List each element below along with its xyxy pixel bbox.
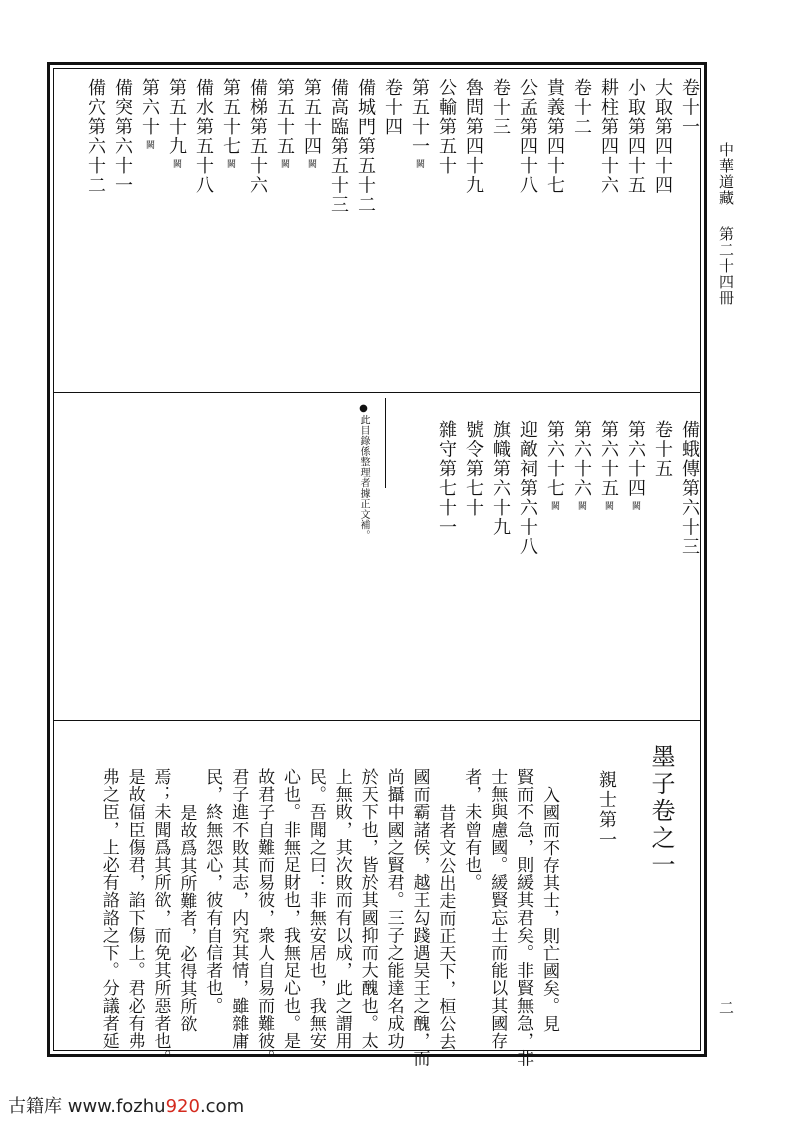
toc-entry	[383, 78, 401, 137]
toc-entry-label: 小取第四十五	[625, 78, 646, 195]
body-column: 是故偪臣傷君，諂下傷上。君必有弗	[124, 768, 145, 1050]
note-rule	[385, 398, 386, 488]
toc-entry	[86, 78, 104, 195]
body-column: 於天下也，皆於其國抑而大醜也。太	[357, 768, 378, 1050]
toc-entry	[545, 420, 563, 510]
body-column: 心也。非無足財也，我無足心也。是	[280, 768, 300, 1050]
toc-entry	[221, 78, 239, 168]
body-column: 民，終無怨心，彼有自信者也。	[202, 768, 223, 1015]
toc-entry	[572, 78, 590, 137]
toc-entry-lost-mark: 闕	[603, 501, 613, 510]
toc-entry	[113, 78, 131, 195]
body-column: 昔者文公出走而正天下，桓公去	[435, 804, 456, 1051]
toc-entry	[680, 78, 698, 137]
toc-entry-label: 貴義第四十七	[544, 78, 565, 195]
toc-entry	[626, 420, 644, 510]
toc-entry	[464, 78, 482, 195]
body-column: 上無敗，其次敗而有以成，此之謂用	[331, 768, 352, 1050]
toc-entry	[599, 78, 617, 195]
footer-prefix: 古籍库 www.fozhu	[8, 1096, 166, 1117]
toc-entry-label: 備水第五十八	[193, 78, 214, 195]
editor-note: ●此目錄係整理者據正文補。	[358, 403, 369, 541]
toc-entry-label: 迎敵祠第六十八	[517, 420, 538, 557]
toc-entry-lost-mark: 闕	[144, 139, 154, 149]
body-column: 賢而不急，則緩其君矣。非賢無急，非	[513, 768, 534, 1068]
footer-number: 920	[165, 1096, 200, 1117]
body-column: 民。吾聞之曰：非無安居也，我無安	[305, 768, 326, 1050]
toc-entry	[410, 78, 428, 168]
toc-entry-lost-mark: 闕	[576, 501, 586, 510]
toc-entry-label: 第六十七	[544, 420, 565, 498]
body-column: 弗之臣，上必有詻詻之下。分議者延	[98, 768, 119, 1050]
toc-entry	[464, 420, 482, 518]
toc-entry-lost-mark: 闕	[225, 159, 235, 168]
toc-entry	[491, 420, 509, 537]
footer-watermark	[8, 1092, 244, 1118]
toc-entry-label: 第五十九	[166, 78, 187, 156]
section-divider-top	[54, 392, 700, 393]
toc-entry-label: 卷十四	[382, 78, 403, 137]
toc-entry-label: 備突第六十一	[112, 78, 133, 195]
body-column: 故君子自難而易彼，衆人自易而難彼。	[254, 768, 275, 1068]
toc-entry-lost-mark: 闕	[549, 501, 559, 510]
collection-title: 中華道藏	[717, 142, 735, 206]
toc-entry-label: 大取第四十四	[652, 78, 673, 195]
body-column: 士無與慮國。緩賢忘士而能以其國存	[487, 768, 508, 1050]
footer-suffix: .com	[199, 1096, 245, 1117]
section-divider-bottom	[54, 720, 700, 721]
body-column: 焉；未聞爲其所欲，而免其所惡者也。	[150, 768, 171, 1068]
toc-entry-lost-mark: 闕	[414, 159, 424, 168]
toc-entry-lost-mark: 闕	[306, 159, 316, 168]
toc-entry	[518, 420, 536, 557]
chapter-title: 親士第一	[596, 770, 617, 850]
toc-entry-label: 第五十四	[301, 78, 322, 156]
toc-entry	[329, 78, 347, 215]
toc-entry	[680, 420, 698, 557]
toc-entry	[437, 420, 455, 537]
toc-entry-label: 第五十五	[274, 78, 295, 156]
toc-entry	[599, 420, 617, 510]
toc-entry-label: 號令第七十	[463, 420, 484, 518]
toc-entry-label: 備高臨第五十三	[328, 78, 349, 215]
toc-entry	[302, 78, 320, 168]
book-title: 墨子卷之一	[647, 744, 675, 879]
toc-entry-label: 卷十一	[679, 78, 700, 137]
toc-entry	[248, 78, 266, 195]
toc-entry-label: 備城門第五十二	[355, 78, 376, 215]
toc-entry	[356, 78, 374, 215]
toc-entry-label: 公孟第四十八	[517, 78, 538, 195]
toc-entry	[653, 420, 671, 479]
toc-entry-label: 備穴第六十二	[85, 78, 106, 195]
body-column: 是故爲其所難者，必得其所欲	[176, 804, 197, 1033]
toc-entry	[545, 78, 563, 195]
body-column: 者，未曾有也。	[461, 768, 482, 892]
toc-entry	[518, 78, 536, 195]
toc-entry	[167, 78, 185, 168]
toc-entry	[626, 78, 644, 195]
body-column: 入國而不存其士，則亡國矣。見	[539, 786, 559, 1033]
toc-entry-lost-mark: 闕	[279, 159, 289, 168]
volume-label: 第二十四冊	[717, 226, 735, 306]
body-column: 君子進不敗其志，内究其情，雖雜庸	[228, 768, 249, 1050]
toc-entry-label: 備梯第五十六	[247, 78, 268, 195]
toc-entry-label: 耕柱第四十六	[598, 78, 619, 195]
toc-entry-label: 雜守第七十一	[436, 420, 457, 537]
toc-entry-label: 第六十四	[625, 420, 646, 498]
toc-entry-label: 卷十二	[571, 78, 592, 137]
toc-entry	[653, 78, 671, 195]
toc-entry	[275, 78, 293, 168]
toc-entry-label: 卷十三	[490, 78, 511, 137]
toc-entry-label: 第六十六	[571, 420, 592, 498]
toc-entry-label: 旗幟第六十九	[490, 420, 511, 537]
toc-entry-lost-mark: 闕	[630, 501, 640, 510]
toc-entry-label: 卷十五	[652, 420, 673, 479]
toc-entry	[194, 78, 212, 195]
toc-entry-label: 第六十五	[598, 420, 619, 498]
body-column: 尚攝中國之賢君。三子之能達名成功	[383, 768, 404, 1050]
toc-entry-label: 魯問第四十九	[463, 78, 484, 195]
toc-entry-label: 公輸第五十	[436, 78, 457, 176]
body-column: 國而霸諸侯，越王勾踐遇吴王之醜，而	[409, 768, 430, 1068]
toc-entry	[437, 78, 455, 176]
toc-entry	[572, 420, 590, 510]
toc-entry-label: 第五十一	[409, 78, 430, 156]
toc-entry-label: 第六十	[139, 78, 160, 137]
toc-entry-label: 第五十七	[220, 78, 241, 156]
toc-entry	[140, 78, 158, 149]
toc-entry	[491, 78, 509, 137]
page-number: 二	[717, 1000, 735, 1016]
toc-entry-lost-mark: 闕	[171, 159, 181, 168]
toc-entry-label: 備蛾傳第六十三	[679, 420, 700, 557]
